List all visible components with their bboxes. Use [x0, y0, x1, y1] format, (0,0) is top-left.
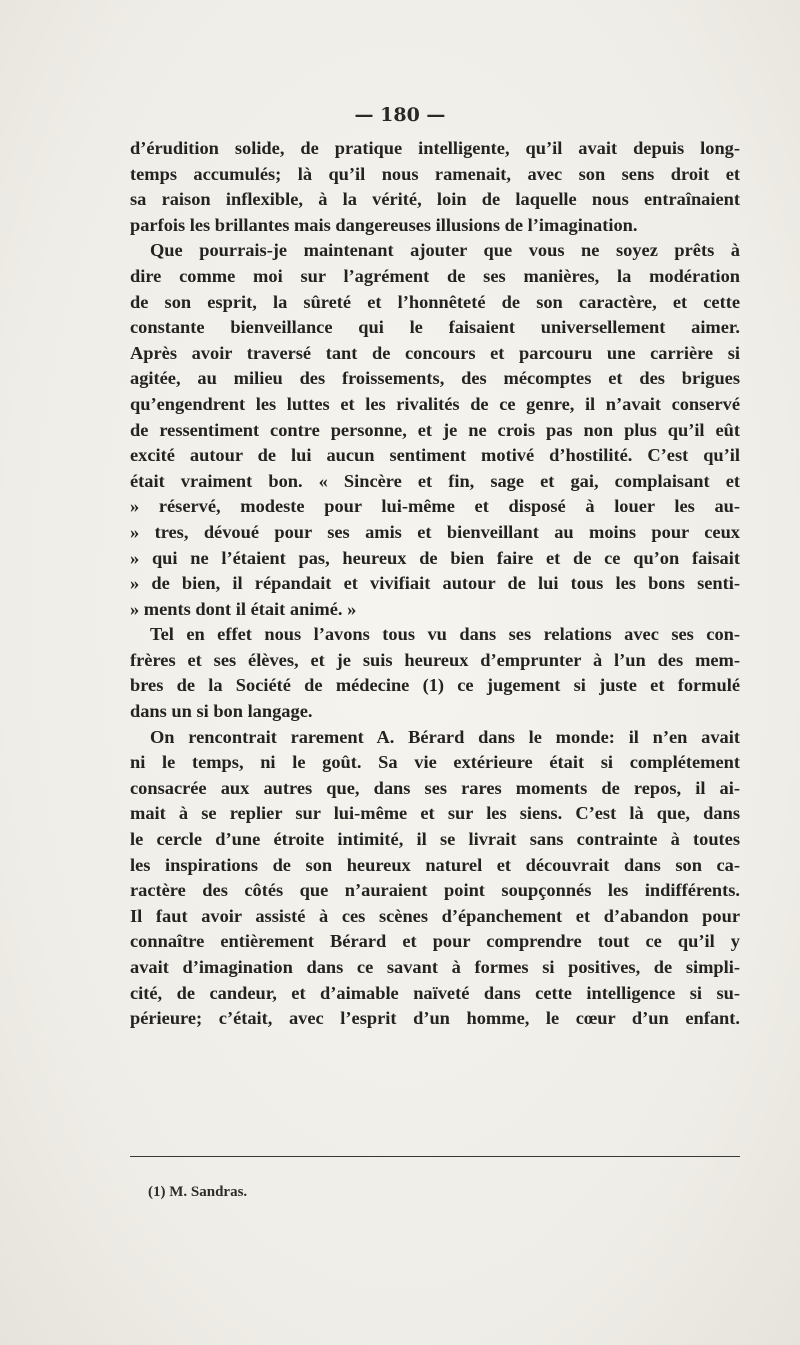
page-number: — 180 — [354, 104, 446, 126]
text-line: Tel en effet nous l’avons tous vu dans ses relations avec ses con- [150, 624, 740, 645]
text-line: constante bienveillance qui le faisaient universellement aimer. [130, 317, 740, 338]
text-line: Que pourrais-je maintenant ajouter que vous ne soyez prêts à [150, 240, 740, 261]
text-line: Il faut avoir assisté à ces scènes d’épanchement et d’abandon pour [130, 905, 740, 926]
text-line: Après avoir traversé tant de concours et parcouru une carrière si [130, 342, 740, 363]
text-line: bres de la Société de médecine (1) ce jugement si juste et formulé [130, 675, 740, 696]
text-line: les inspirations de son heureux naturel et découvrait dans son ca- [130, 854, 740, 875]
footnote-divider [130, 1156, 740, 1157]
text-line: excité autour de lui aucun sentiment motivé d’hostilité. C’est qu’il [130, 445, 740, 466]
text-line: dans un si bon langage. [130, 701, 313, 722]
text-line: de ressentiment contre personne, et je ne crois pas non plus qu’il eût [130, 419, 740, 440]
text-line: ractère des côtés que n’auraient point soupçonnés les indifférents. [130, 880, 740, 901]
text-line: agitée, au milieu des froissements, des mécomptes et des brigues [130, 368, 740, 389]
text-line: d’érudition solide, de pratique intelligente, qu’il avait depuis long- [130, 138, 740, 158]
text-line: connaître entièrement Bérard et pour comprendre tout ce qu’il y [130, 931, 740, 952]
text-line: » de bien, il répandait et vivifiait autour de lui tous les bons senti- [130, 573, 740, 594]
text-line: frères et ses élèves, et je suis heureux d’emprunter à l’un des mem- [130, 649, 740, 670]
footnote: (1) M. Sandras. [148, 1184, 248, 1200]
text-line: ni le temps, ni le goût. Sa vie extérieure était si complétement [130, 752, 740, 773]
text-line: avait d’imagination dans ce savant à formes si positives, de simpli- [130, 957, 740, 977]
text-line: parfois les brillantes mais dangereuses illusions de l’imagination. [130, 214, 638, 235]
text-line: » ments dont il était animé. » [130, 598, 357, 619]
text-line: » réservé, modeste pour lui-même et disposé à louer les au- [130, 496, 740, 517]
text-line: cité, de candeur, et d’aimable naïveté dans cette intelligence si su- [130, 982, 740, 1003]
text-line: » qui ne l’étaient pas, heureux de bien faire et de ce qu’on faisait [130, 547, 740, 568]
text-line: dire comme moi sur l’agrément de ses manières, la modération [130, 265, 740, 286]
text-line: était vraiment bon. « Sincère et fin, sage et gai, complaisant et [130, 470, 740, 491]
text-line: mait à se replier sur lui-même et sur les siens. C’est là que, dans [130, 803, 740, 824]
text-line: qu’engendrent les luttes et les rivalités de ce genre, il n’avait conservé [130, 393, 740, 414]
text-line: » tres, dévoué pour ses amis et bienveillant au moins pour ceux [130, 521, 740, 542]
text-line: de son esprit, la sûreté et l’honnêteté de son caractère, et cette [130, 291, 740, 312]
text-line: sa raison inflexible, à la vérité, loin de laquelle nous entraînaient [130, 189, 740, 210]
text-line: consacrée aux autres que, dans ses rares moments de repos, il ai- [130, 777, 740, 798]
text-line: temps accumulés; là qu’il nous ramenait, avec son sens droit et [130, 163, 740, 184]
text-line: périeure; c’était, avec l’esprit d’un homme, le cœur d’un enfant. [130, 1008, 740, 1029]
text-line: le cercle d’une étroite intimité, il se livrait sans contrainte à toutes [130, 829, 740, 850]
body-text [130, 136, 740, 1032]
text-line: On rencontrait rarement A. Bérard dans le monde: il n’en avait [150, 726, 740, 747]
